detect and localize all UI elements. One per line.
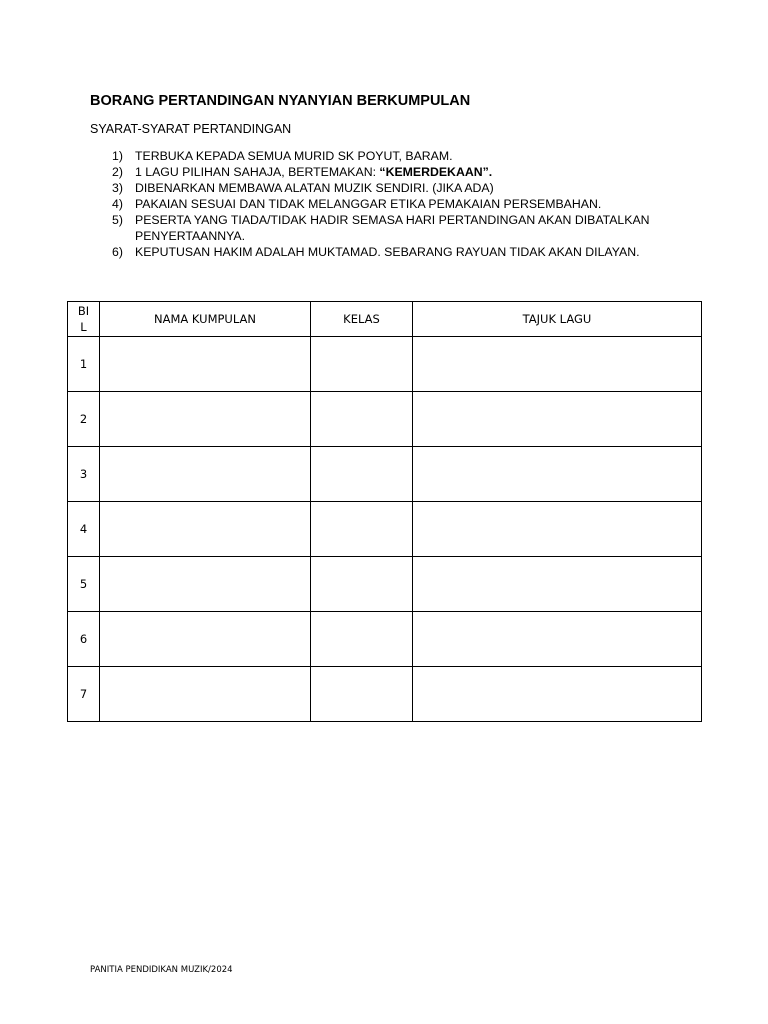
rule-number: 4)	[112, 197, 123, 211]
nama-kumpulan-cell[interactable]	[100, 667, 311, 722]
rules-list	[112, 148, 702, 260]
kelas-cell[interactable]	[311, 502, 413, 557]
nama-kumpulan-cell[interactable]	[100, 337, 311, 392]
column-header-nama-kumpulan: NAMA KUMPULAN	[100, 302, 311, 337]
table-row	[68, 337, 702, 392]
kelas-cell[interactable]	[311, 557, 413, 612]
table-row	[68, 502, 702, 557]
rule-text: 1 LAGU PILIHAN SAHAJA, BERTEMAKAN:	[135, 165, 380, 179]
page-footer: PANITIA PENDIDIKAN MUZIK/2024	[90, 965, 233, 975]
rule-item	[112, 180, 702, 196]
nama-kumpulan-cell[interactable]	[100, 392, 311, 447]
row-number: 1	[68, 337, 100, 392]
registration-table	[67, 301, 702, 722]
rule-number: 6)	[112, 245, 123, 259]
row-number: 2	[68, 392, 100, 447]
rule-item	[112, 212, 702, 244]
column-header-bil-line2: L	[80, 320, 87, 334]
nama-kumpulan-cell[interactable]	[100, 502, 311, 557]
kelas-cell[interactable]	[311, 667, 413, 722]
document-title: BORANG PERTANDINGAN NYANYIAN BERKUMPULAN	[90, 93, 471, 109]
rule-item	[112, 196, 702, 212]
table-row	[68, 447, 702, 502]
rule-item	[112, 244, 702, 260]
rule-text-wrapper	[135, 164, 702, 180]
row-number: 3	[68, 447, 100, 502]
kelas-cell[interactable]	[311, 392, 413, 447]
nama-kumpulan-cell[interactable]	[100, 557, 311, 612]
tajuk-lagu-cell[interactable]	[413, 557, 702, 612]
tajuk-lagu-cell[interactable]	[413, 337, 702, 392]
kelas-cell[interactable]	[311, 612, 413, 667]
row-number: 7	[68, 667, 100, 722]
kelas-cell[interactable]	[311, 447, 413, 502]
rule-text: PESERTA YANG TIADA/TIDAK HADIR SEMASA HARI PERTANDINGAN AKAN DIBATALKAN PENYERTAANNYA.	[135, 213, 650, 243]
column-header-kelas: KELAS	[311, 302, 413, 337]
rule-item	[112, 148, 702, 164]
nama-kumpulan-cell[interactable]	[100, 612, 311, 667]
rule-text: TERBUKA KEPADA SEMUA MURID SK POYUT, BARAM.	[135, 149, 453, 163]
column-header-bil	[68, 302, 100, 337]
rules-heading: SYARAT-SYARAT PERTANDINGAN	[90, 122, 292, 136]
table-row	[68, 557, 702, 612]
column-header-tajuk-lagu: TAJUK LAGU	[413, 302, 702, 337]
tajuk-lagu-cell[interactable]	[413, 447, 702, 502]
table-row	[68, 392, 702, 447]
row-number: 4	[68, 502, 100, 557]
rule-text: PAKAIAN SESUAI DAN TIDAK MELANGGAR ETIKA PEMAKAIAN PERSEMBAHAN.	[135, 197, 602, 211]
nama-kumpulan-cell[interactable]	[100, 447, 311, 502]
rule-number: 3)	[112, 181, 123, 195]
rule-number: 5)	[112, 213, 123, 227]
rule-text: DIBENARKAN MEMBAWA ALATAN MUZIK SENDIRI. (JIKA ADA)	[135, 181, 494, 195]
tajuk-lagu-cell[interactable]	[413, 667, 702, 722]
column-header-bil-line1: BI	[77, 304, 90, 318]
tajuk-lagu-cell[interactable]	[413, 502, 702, 557]
row-number: 5	[68, 557, 100, 612]
tajuk-lagu-cell[interactable]	[413, 612, 702, 667]
rule-text: KEPUTUSAN HAKIM ADALAH MUKTAMAD. SEBARANG RAYUAN TIDAK AKAN DILAYAN.	[135, 245, 640, 259]
rule-number: 1)	[112, 149, 123, 163]
table-row	[68, 612, 702, 667]
tajuk-lagu-cell[interactable]	[413, 392, 702, 447]
rule-number: 2)	[112, 165, 123, 179]
table-header-row	[68, 302, 702, 337]
table-row	[68, 667, 702, 722]
row-number: 6	[68, 612, 100, 667]
rule-item	[112, 164, 702, 180]
kelas-cell[interactable]	[311, 337, 413, 392]
rule-theme-emphasis: “KEMERDEKAAN”.	[379, 165, 493, 179]
